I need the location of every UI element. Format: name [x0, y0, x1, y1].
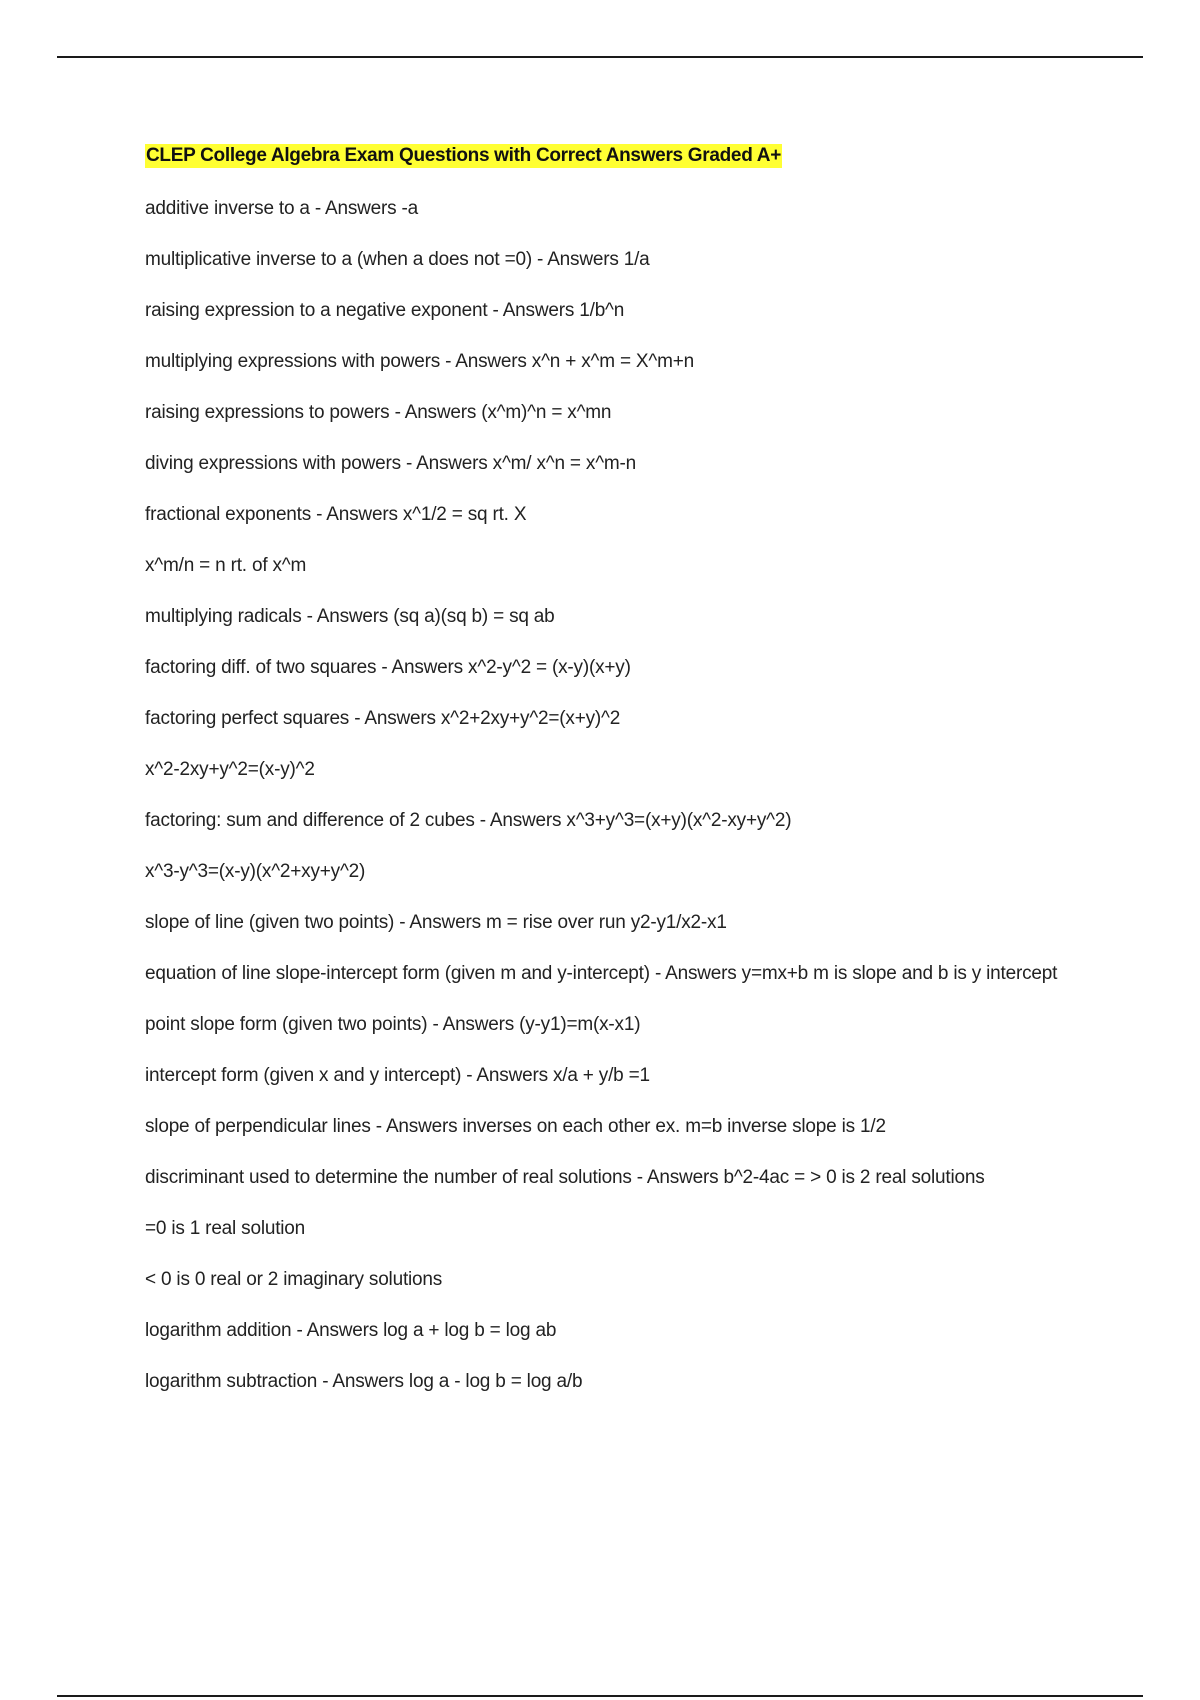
qa-line: raising expressions to powers - Answers (x^m)^n = x^mn: [145, 402, 612, 423]
qa-line: additive inverse to a - Answers -a: [145, 198, 419, 219]
qa-line: diving expressions with powers - Answers x^m/ x^n = x^m-n: [145, 453, 637, 474]
qa-line: raising expression to a negative exponent - Answers 1/b^n: [145, 300, 625, 321]
qa-line: point slope form (given two points) - Answers (y-y1)=m(x-x1): [145, 1014, 641, 1035]
qa-line: multiplying radicals - Answers (sq a)(sq b) = sq ab: [145, 606, 555, 627]
qa-line: factoring diff. of two squares - Answers x^2-y^2 = (x-y)(x+y): [145, 657, 631, 678]
qa-line: x^3-y^3=(x-y)(x^2+xy+y^2): [145, 861, 366, 882]
document-title: CLEP College Algebra Exam Questions with Correct Answers Graded A+: [146, 145, 781, 166]
qa-line: discriminant used to determine the number of real solutions - Answers b^2-4ac = > 0 is 2 real solutions: [145, 1167, 985, 1188]
qa-line: multiplying expressions with powers - Answers x^n + x^m = X^m+n: [145, 351, 694, 372]
qa-line: equation of line slope-intercept form (given m and y-intercept) - Answers y=mx+b m is slope and b is y intercept: [145, 963, 1058, 984]
qa-line: x^2-2xy+y^2=(x-y)^2: [145, 759, 315, 780]
qa-line: =0 is 1 real solution: [145, 1218, 306, 1239]
qa-line: logarithm subtraction - Answers log a - log b = log a/b: [145, 1371, 583, 1392]
qa-line: factoring: sum and difference of 2 cubes - Answers x^3+y^3=(x+y)(x^2-xy+y^2): [145, 810, 792, 831]
qa-line: < 0 is 0 real or 2 imaginary solutions: [145, 1269, 443, 1290]
header-rule: [57, 56, 1143, 58]
document-body: [145, 144, 1075, 1417]
qa-line: logarithm addition - Answers log a + log b = log ab: [145, 1320, 557, 1341]
footer-rule: [57, 1695, 1143, 1697]
qa-line: fractional exponents - Answers x^1/2 = sq rt. X: [145, 504, 527, 525]
qa-line: slope of line (given two points) - Answers m = rise over run y2-y1/x2-x1: [145, 912, 727, 933]
qa-line: x^m/n = n rt. of x^m: [145, 555, 307, 576]
qa-line: slope of perpendicular lines - Answers inverses on each other ex. m=b inverse slope is 1/2: [145, 1116, 886, 1137]
qa-line: factoring perfect squares - Answers x^2+2xy+y^2=(x+y)^2: [145, 708, 621, 729]
qa-line: intercept form (given x and y intercept) - Answers x/a + y/b =1: [145, 1065, 650, 1086]
qa-line: multiplicative inverse to a (when a does not =0) - Answers 1/a: [145, 249, 650, 270]
